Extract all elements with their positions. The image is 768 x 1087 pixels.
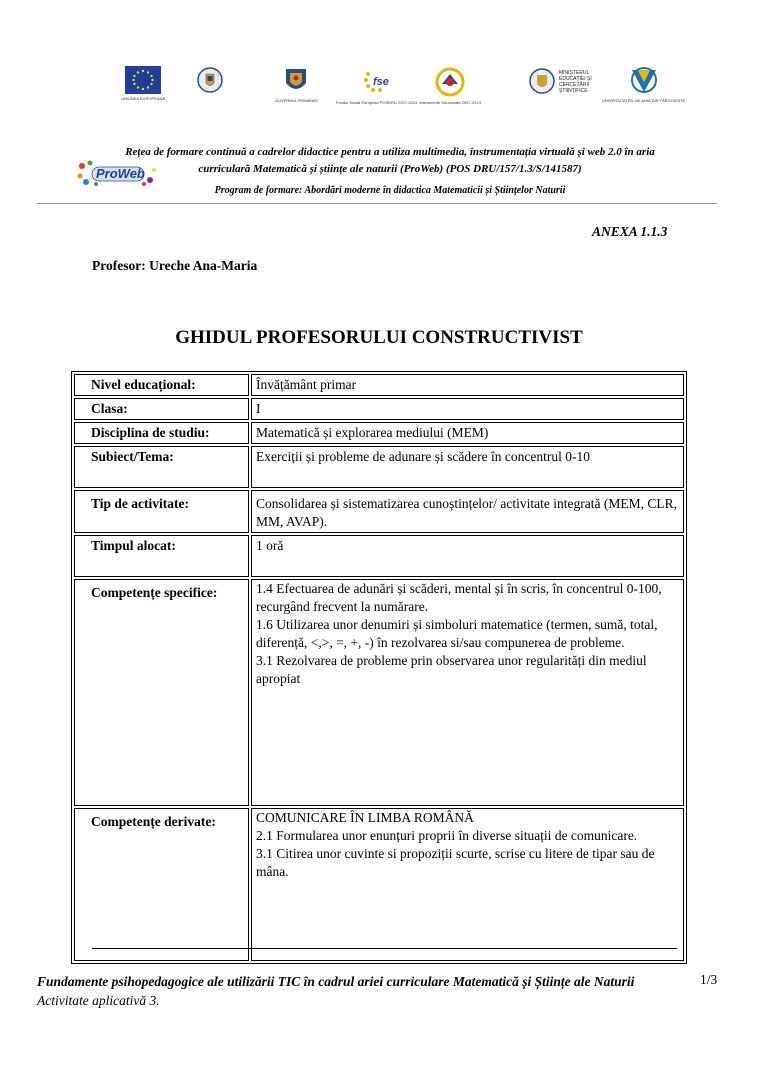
footer-activity: Activitate aplicativă 3. xyxy=(37,993,160,1008)
timp-label: Timpul alocat: xyxy=(74,535,249,577)
disciplina-value: Matematică și explorarea mediului (MEM) xyxy=(251,422,684,444)
fse-logo-icon xyxy=(360,66,394,98)
page-number: 1/3 xyxy=(700,972,718,987)
anexa-label: ANEXA 1.1.3 xyxy=(592,224,668,239)
fse-logo xyxy=(336,66,417,105)
logo-caption: Fondul Social European POSDRU 2007-2013 xyxy=(336,100,418,105)
comp-spec-label: Competențe specifice: xyxy=(74,579,249,806)
comp-der-item: COMUNICARE ÎN LIMBA ROMÂNĂ xyxy=(256,810,474,825)
table-row xyxy=(74,422,684,444)
clasa-label: Clasa: xyxy=(74,398,249,420)
header-line-3: Program de formare: Abordări moderne în didactica Matematicii și Științelor Naturii xyxy=(214,185,566,196)
comp-spec-item: 1.4 Efectuarea de adunări și scăderi, mental și în scris, în concentrul 0-100, recurgând frecvent la numărare. xyxy=(256,581,662,614)
lesson-info-table xyxy=(71,371,687,964)
government-coat-of-arms-icon xyxy=(283,66,309,96)
romania-coat-logo xyxy=(197,66,223,96)
tip-label: Tip de activitate: xyxy=(74,490,249,533)
proweb-logo xyxy=(76,158,158,188)
table-row xyxy=(74,579,684,806)
header-divider xyxy=(37,203,717,204)
structural-instruments-logo xyxy=(419,66,481,105)
table-row xyxy=(74,374,684,396)
comp-der-item: 2.1 Formularea unor enunțuri proprii în diverse situații de comunicare. xyxy=(256,828,638,843)
ministry-logo xyxy=(528,66,601,98)
ministry-education-icon xyxy=(528,66,556,98)
table-row xyxy=(74,808,684,961)
comp-spec-item: 1.6 Utilizarea unor denumiri și simboluri matematice (termen, sumă, total, diferență, <,>, =, +, -) în rezolvarea si/sau compunerea de probleme. xyxy=(256,617,658,650)
logo-caption: UNIUNEA EUROPEANĂ xyxy=(121,96,166,101)
romania-coat-of-arms-icon xyxy=(197,66,223,96)
comp-spec-value xyxy=(251,579,684,806)
comp-der-value xyxy=(251,808,684,961)
ministry-caption: MINISTERUL EDUCAȚIEI ȘI CERCETĂRII ȘTIINȚIFICE xyxy=(559,70,592,94)
eu-flag-logo xyxy=(121,66,165,101)
footer-title: Fundamente psihopedagogice ale utilizării TIC în cadrul ariei curriculare Matematică și Științe ale Naturii xyxy=(37,974,635,989)
logo-caption: Instrumente Structurale 2007-2013 xyxy=(419,100,481,105)
footer-divider xyxy=(92,948,677,949)
disciplina-label: Disciplina de studiu: xyxy=(74,422,249,444)
university-valahia-icon xyxy=(622,66,666,96)
table-row xyxy=(74,446,684,488)
tip-value: Consolidarea și sistematizarea cunoștințelor/ activitate integrată (MEM, CLR, MM, AVAP). xyxy=(251,490,684,533)
structural-instruments-icon xyxy=(430,66,470,98)
clasa-value: I xyxy=(251,398,684,420)
table-row xyxy=(74,398,684,420)
comp-der-label: Competențe derivate: xyxy=(74,808,249,961)
university-logo xyxy=(602,66,685,103)
timp-value: 1 oră xyxy=(251,535,684,577)
page-title: GHIDUL PROFESORULUI CONSTRUCTIVIST xyxy=(175,327,583,348)
nivel-label: Nivel educațional: xyxy=(74,374,249,396)
footer xyxy=(37,972,637,1010)
svg-text:fse: fse xyxy=(372,76,389,88)
government-logo xyxy=(275,66,318,103)
subiect-label: Subiect/Tema: xyxy=(74,446,249,488)
eu-flag-icon xyxy=(125,66,161,94)
header-line-2: curriculară Matematică și științe ale naturii (ProWeb) (POS DRU/157/1.3/S/141587) xyxy=(198,163,582,175)
header-line-1: Rețea de formare continuă a cadrelor didactice pentru a utiliza multimedia, instrumentația virtuală și web 2.0 în aria xyxy=(125,146,655,158)
logo-caption: GUVERNUL ROMÂNIEI xyxy=(275,98,318,103)
comp-spec-item: 3.1 Rezolvarea de probleme prin observarea unor regularități din mediul apropiat xyxy=(256,653,647,686)
table-row xyxy=(74,535,684,577)
profesor-name: Profesor: Ureche Ana-Maria xyxy=(92,258,258,273)
table-row xyxy=(74,490,684,533)
nivel-value: Învățământ primar xyxy=(251,374,684,396)
logo-caption: UNIVERSITATEA VALAHIA DIN TÂRGOVIȘTE xyxy=(602,98,686,103)
comp-der-item: 3.1 Citirea unor cuvinte si propoziții scurte, scrise cu litere de tipar sau de mâna. xyxy=(256,846,655,879)
subiect-value: Exerciții și probleme de adunare și scădere în concentrul 0-10 xyxy=(251,446,684,488)
proweb-logo-text: ProWeb xyxy=(96,166,145,181)
